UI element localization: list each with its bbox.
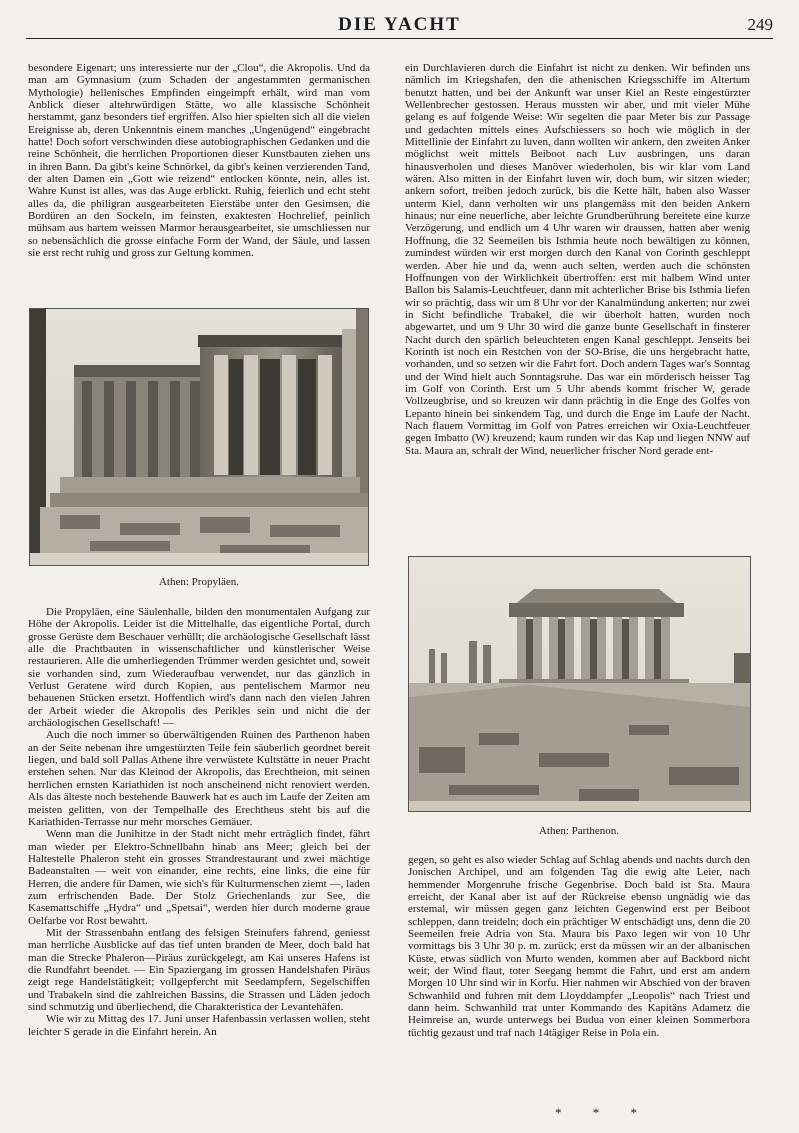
- parthenon-caption: Athen: Parthenon.: [538, 825, 620, 837]
- paragraph: Wie wir zu Mittag des 17. Juni unser Hafenbassin verlassen wollen, steht leichter S gerade in die Einfahrt herein. An: [28, 1013, 370, 1038]
- left-column-top-text: [28, 62, 370, 260]
- paragraph: besondere Eigenart; uns interessierte nur der „Clou“, die Akropolis. Und da man am Gymnasium (zum Schaden der angestammten germanischen Mythologie) hellenisches Empfinden eingeimpft erhält, wird man vom Anblick dieser altehrwürdigen Stätte, wo alle klassische Schönheit herstammt, ganz besonders tief ergriffen. Also hier spielten sich all die vielen Ereignisse ab, deren Unkenntnis einem manches „Ungenügend“ eingebracht hatte! Doch sofort verschwinden diese autobiographischen Gedanken und die reine Schönheit, die herrlichen Proportionen dieser Kunstbauten ziehen uns in ihren Bann. Da gibt's keine Schnörkel, da gibt's keinen verzierenden Tand, der alten Damen ein „Gott wie reizend“ entlocken könnte, nein, alles ist. Wahre Kunst ist alles, was das Auge erblickt. Ruhig, feierlich und echt steht alles da, die philigran ausgearbeiteten Eierstäbe unter den Gesimsen, die Bordüren an den Sockeln, im feinsten, exaktesten Hochrelief, peinlich mühsam aus hartem weissen Marmor herausgearbeitet, sie umschliessen nur so nebensächlich die grosse einfache Form der Wand, der Säule, und lassen sie erst recht ruhig und gross zur Geltung kommen.: [28, 62, 370, 260]
- left-column-bottom-text: [28, 606, 370, 1038]
- magazine-title: DIE YACHT: [338, 14, 461, 35]
- right-column-bottom-text: [408, 854, 750, 1039]
- page-number: 249: [747, 15, 773, 34]
- paragraph: Auch die noch immer so überwältigenden Ruinen des Parthenon haben an der Seite nebenan ihre umgestürzten Teile fein säuberlich geordnet bereit liegen, und bald soll Pallas Athene ihre verwüstete Kultstätte in neuer Pracht erstehen sehen. Nur das Kleinod der Akropolis, das Erechtheion, mit seinen herrlichen ernsten Kariathiden ist noch anscheinend nicht renoviert werden. Als das älteste noch bestehende Bauwerk hat es auch im Laufe der Zeiten am meisten gelitten, von der Tempelhalle des Erechtheus steht bis auf die Kariathiden-Terrasse nur mehr morsches Gemäuer.: [28, 729, 370, 828]
- paragraph: ein Durchlavieren durch die Einfahrt ist nicht zu denken. Wir befinden uns nämlich im Kriegshafen, den die athenischen Kriegsschiffe im Altertum benutzt hatten, und bei der Ankunft war unser Kiel an Reste eingestürzter Wellenbrecher gestossen. Heraus mussten wir aber, und mit vieler Mühe gelang es auf folgende Weise: Wir segelten die paar Meter bis zur Passage und gedachten mittels eines Aufschiessers so hoch wie möglich in der Mittellinie der Einfahrt zu luven, dann wollten wir ankern, den zweiten Anker möglichst weit mittels Beiboot nach Luv ausbringen, uns daran hinausverholen und dieses Manöver wiederholen, bis wir klar vom Land wären. Also mitten in der Einfahrt luven wir, doch bum, wir sitzen wieder; ankern sofort, treiben jedoch zurück, bis die Kette hält, haben also Wasser unterm Kiel, dann verholten wir uns plangemäss mit den beiden Ankern hinaus; nur eine neuerliche, aber leichte Grundberührung bereitete eine kurze Verzögerung, und endlich um 4 Uhr waren wir draussen, hatten aber wenig Hoffnung, die 32 Seemeilen bis Isthmia heute noch bewältigen zu können, zumindest würden wir erst morgen durch den Kanal von Corinth geschleppt werden. Aber hie und da, wenn auch selten, werden auch die schönsten Hoffnungen von der Wirklichkeit übertroffen: erst mit halbem Wind unter Ballon bis Salamis-Leuchtfeuer, dann mit achterlicher Brise bis Isthmia liefen wir so prächtig, dass wir um 8 Uhr vor der Kanalmündung ankerten; nur zwei in Sicht befindliche Trabakel, die wir überholt hatten, wurden noch abgewartet, und um 9 Uhr 30 wird die ganze bunte Gesellschaft in finsterer Nacht durch den spärlich beleuchteten engen Kanal geschleppt. Jenseits bei Korinth ist noch ein Restchen von der SO-Brise, die uns hergebracht hatte, vorhanden, und so setzen wir die Fahrt fort. Doch andern Tages war's Sonntag und der Wind hielt auch Sonntagsruhe. Das war ein mörderisch heisser Tag im Golf von Corinth. Erst um 5 Uhr abends kommt frischer W, gerade Vollzeugbrise, und so kreuzen wir dann prächtig in die Enge des Golfes von Lepanto hinein bei sinkendem Tag, und durch die Enge im Laufe der Nacht. Nach flauem Vormittag im Golf von Patres erreichen wir Oxia-Leuchtfeuer gegen Imbatto (W) kreuzend; kaum runden wir das Kap und liegen NNW auf Sta. Maura an, schralt der Wind, neuerlicher frischer Nord gerade ent-: [405, 62, 750, 457]
- parthenon-photo: [408, 556, 751, 812]
- paragraph: Wenn man die Junihitze in der Stadt nicht mehr erträglich findet, fährt man wieder per Elektro-Schnellbahn hinab ans Meer; gleich bei der Haltestelle Phaleron steht ein grosses Strandrestaurant und zwei mächtige Badeanstalten — weit von einander, eine rechts, eine links, die eine für Herren, die andere für Damen, wie sich's für Kulturmenschen ziemt —, laden zum erfrischenden Bade. Der Stolz Griechenlands zur See, die Kasemattschiffe „Hydra“ und „Spetsai“, werden hier durch moderne graue Oelfarbe vor Rost bewahrt.: [28, 828, 370, 927]
- paragraph: Mit der Strassenbahn entlang des felsigen Steinufers fahrend, geniesst man herrliche Ausblicke auf das tief unten branden de Meer, doch bald hat man die Strecke Phaleron—Piräus zurückgelegt, am Kai unseres Hafens ist die Rundfahrt beendet. — Ein Spaziergang im grossen Handelshafen Piräus zeigt rege Handelstätigkeit; vollgepfercht mit Seedampfern, Segelschiffen und Trabakeln sind die zahlreichen Bassins, die Strassen und Läden jedoch sind schmutzig und überliechend, die Charakteristica der Levantehäfen.: [28, 926, 370, 1013]
- parthenon-illustration: [409, 557, 750, 811]
- section-separator: * * *: [555, 1105, 651, 1120]
- propylaea-caption: Athen: Propyläen.: [158, 576, 240, 588]
- propylaea-illustration: [30, 309, 368, 565]
- paragraph: gegen, so geht es also wieder Schlag auf Schlag abends und nachts durch den Jonischen Archipel, und am folgenden Tag die ewig alte Leier, nach hemmender Morgenruhe frische Gegenbrise. Doch bald ist Sta. Maura erreicht, der Kanal aber ist auf der Rückreise ebenso ungnädig wie das erstemal, wir müssen gegen ganz leichten Gegenwind erst per Beiboot schleppen, dann treideln; doch ein prächtiger W entschädigt uns, denn die 20 Seemeilen freie Adria von Sta. Maura bis Paxo legen wir von 10 Uhr vormittags bis 3 Uhr 30 p. m. zurück; erst da müssen wir an der albanischen Küste, etwas südlich von Murto wenden, kommen aber auf Backbord nicht weit; der Wind flaut, toter Seegang hemmt die Fahrt, und erst am andern Morgen 10 Uhr sind wir in Korfu. Hier nahmen wir Abschied von der braven Schwanhild und fuhren mit dem Lloyddampfer „Leopolis“ nach Triest und dann heim. Schwanhild trat unter Kommando des Kapitäns Adametz die Heimreise an, wurde unterwegs bei Budua von einer kleinen Sommerbora tüchtig gezaust und traf nach 14tägiger Reise in Pola ein.: [408, 854, 750, 1039]
- page-header: [26, 14, 773, 39]
- right-column-top-text: [405, 62, 750, 457]
- paragraph: Die Propyläen, eine Säulenhalle, bilden den monumentalen Aufgang zur Höhe der Akropolis. Leider ist die Mittelhalle, das eigentliche Portal, durch grosse Gerüste dem Beschauer verhüllt; die archäologische Gesellschaft lässt alle die Prachtbauten in wissenschaftlicher und künstlerischer Weise restaurieren. Alle die umherliegenden Trümmer werden gesichtet und, soweit sie vorhanden sind, zum Wiederaufbau verwendet, nur das gänzlich in Verlust Geratene wird durch Kopien, aus pentelischem Marmor neu behauenen Stücken ersetzt. Hoffentlich wird's dann nach den vielen Jahren der Arbeit wieder die Akropolis des Perikles sein und nicht die der archäologischen Gesellschaft! —: [28, 606, 370, 730]
- propylaea-photo: [29, 308, 369, 566]
